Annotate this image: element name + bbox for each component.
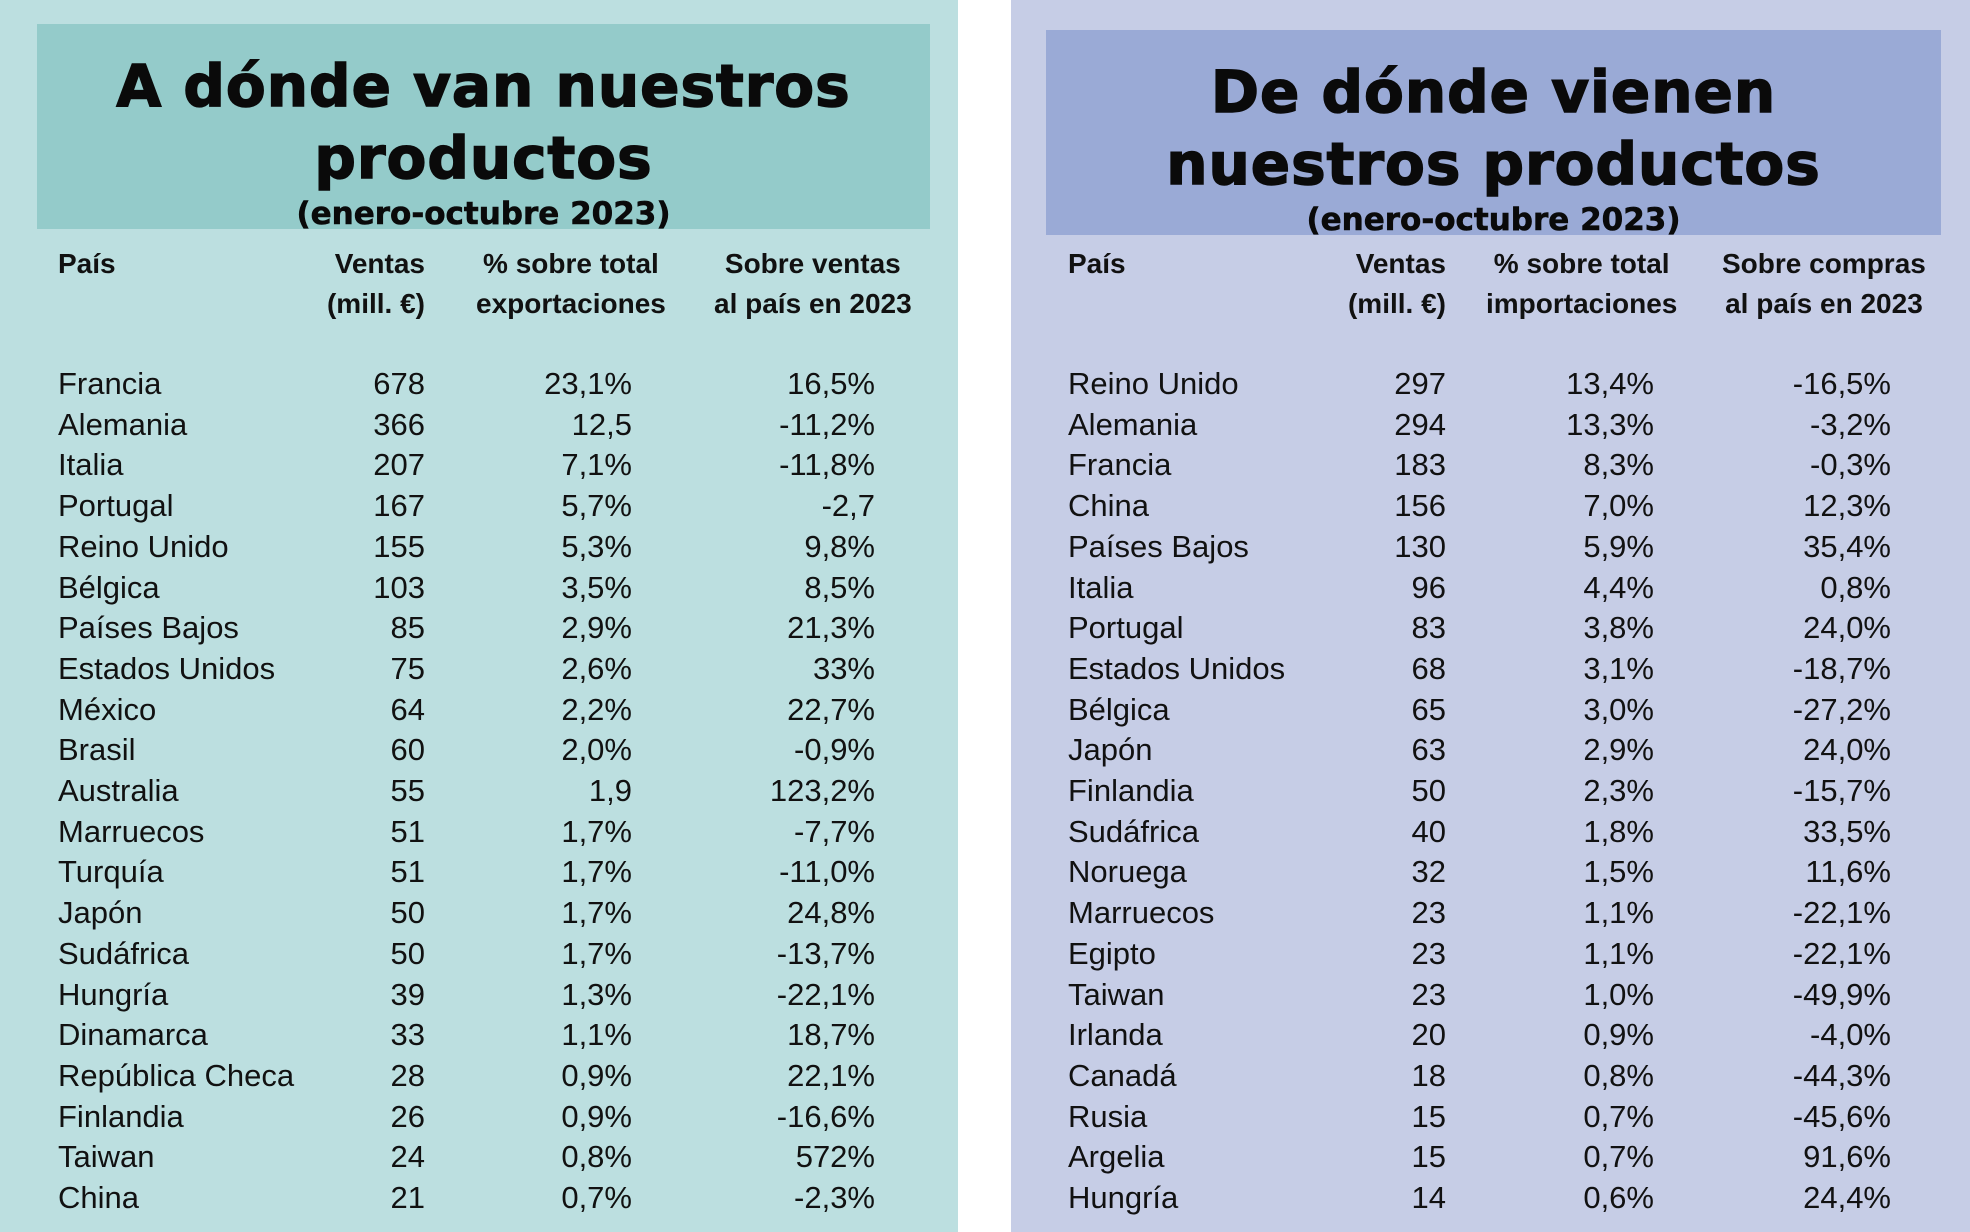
imports-change-cell: 33,5% [1803,813,1891,849]
imports-share-cell: 3,8% [1583,610,1654,646]
exports-header-share-line1: % sobre total [483,248,659,279]
exports-change-cell: -2,3% [794,1180,875,1215]
imports-title [1046,56,1941,200]
imports-header-change-line1: Sobre compras [1722,248,1926,279]
imports-table-row [1011,852,1970,893]
exports-country-cell: Bélgica [58,569,160,605]
imports-country-cell: Argelia [1068,1139,1165,1175]
exports-value-cell: 33 [390,1017,425,1053]
exports-share-cell: 0,9% [561,1057,632,1093]
imports-share-cell: 0,9% [1583,1017,1654,1053]
imports-share-cell: 1,0% [1583,976,1654,1012]
imports-share-cell: 1,1% [1583,895,1654,931]
imports-change-cell: 35,4% [1803,528,1891,564]
exports-value-cell: 167 [373,488,425,524]
exports-share-cell: 1,7% [561,935,632,971]
exports-value-cell: 60 [390,732,425,768]
imports-title-line2: nuestros productos [1166,130,1821,198]
exports-value-cell: 51 [390,854,425,890]
imports-country-cell: Canadá [1068,1057,1177,1093]
imports-share-cell: 13,4% [1566,366,1654,401]
imports-country-cell: Finlandia [1068,773,1194,808]
imports-change-cell: 12,3% [1803,488,1891,524]
exports-value-cell: 55 [390,773,425,808]
exports-change-cell: -0,9% [794,732,875,768]
exports-change-cell: 16,5% [787,366,875,401]
imports-value-cell: 50 [1411,773,1446,808]
exports-country-cell: Sudáfrica [58,935,189,971]
exports-change-cell: 22,1% [787,1057,875,1093]
exports-share-cell: 0,7% [561,1180,632,1215]
exports-title-line1: A dónde van nuestros [116,52,851,120]
exports-change-cell: 8,5% [804,569,875,605]
imports-share-cell: 7,0% [1583,488,1654,524]
imports-value-cell: 20 [1411,1017,1446,1053]
imports-table-row [1011,730,1970,771]
exports-change-cell: 22,7% [787,691,875,727]
exports-country-cell: Reino Unido [58,528,229,564]
exports-value-cell: 64 [390,691,425,727]
exports-change-cell: -7,7% [794,813,875,849]
exports-change-cell: -16,6% [776,1098,875,1134]
imports-value-cell: 15 [1411,1139,1446,1175]
exports-change-cell: -22,1% [776,976,875,1012]
imports-title-banner [1046,30,1941,238]
exports-table-row [0,730,958,771]
imports-value-cell: 23 [1411,976,1446,1012]
imports-header-change-line2: al país en 2023 [1725,288,1923,319]
imports-title-line1: De dónde vienen [1210,58,1777,126]
imports-value-cell: 65 [1411,691,1446,727]
exports-table-row [0,364,958,405]
exports-share-cell: 1,9 [588,773,632,808]
imports-table-row [1011,934,1970,975]
exports-value-cell: 26 [390,1098,425,1134]
imports-value-cell: 130 [1394,528,1446,564]
imports-share-cell: 0,8% [1583,1057,1654,1093]
exports-table-row [0,690,958,731]
exports-table-row [0,1097,958,1138]
exports-share-cell: 0,9% [561,1098,632,1134]
exports-share-cell: 0,8% [561,1139,632,1175]
imports-share-cell: 2,3% [1583,773,1654,808]
imports-change-cell: -27,2% [1792,691,1891,727]
imports-table-row [1011,975,1970,1016]
imports-table-row [1011,649,1970,690]
imports-change-cell: 24,4% [1803,1180,1891,1215]
exports-table-row [0,527,958,568]
exports-value-cell: 39 [390,976,425,1012]
exports-country-cell: Turquía [58,854,164,890]
imports-change-cell: -0,3% [1810,447,1891,483]
exports-country-cell: Italia [58,447,124,483]
exports-share-cell: 2,9% [561,610,632,646]
exports-change-cell: -11,2% [779,406,875,442]
exports-value-cell: 155 [373,528,425,564]
exports-table-row [0,1015,958,1056]
exports-table-row [0,934,958,975]
exports-change-cell: -11,8% [779,447,875,483]
exports-header-change-line1: Sobre ventas [724,248,901,279]
exports-change-cell: 18,7% [787,1017,875,1053]
exports-panel [0,0,958,1232]
exports-value-cell: 75 [390,650,425,686]
imports-value-cell: 68 [1411,650,1446,686]
imports-change-cell: 24,0% [1803,610,1891,646]
imports-subtitle: (enero-octubre 2023) [1306,202,1681,238]
exports-change-cell: 9,8% [804,528,875,564]
exports-country-cell: Estados Unidos [58,650,276,686]
exports-value-cell: 366 [373,406,425,442]
imports-change-cell: -22,1% [1792,935,1891,971]
imports-share-cell: 0,7% [1583,1098,1654,1134]
exports-share-cell: 1,1% [561,1017,632,1053]
exports-country-cell: Países Bajos [58,610,239,646]
exports-country-cell: Alemania [58,406,188,442]
exports-value-cell: 28 [390,1057,425,1093]
exports-country-cell: Taiwan [58,1139,155,1175]
imports-table-row [1011,1097,1970,1138]
exports-table-row [0,405,958,446]
exports-change-cell: 33% [812,650,875,686]
imports-country-cell: China [1068,488,1149,524]
imports-table-row [1011,486,1970,527]
exports-value-cell: 24 [390,1139,425,1175]
imports-table-row [1011,405,1970,446]
imports-share-cell: 3,0% [1583,691,1654,727]
exports-header-sales-line1: Ventas [334,248,425,279]
exports-share-cell: 1,7% [561,895,632,931]
exports-header-change [714,244,912,324]
exports-value-cell: 207 [373,447,425,483]
imports-value-cell: 15 [1411,1098,1446,1134]
exports-table-row [0,568,958,609]
imports-country-cell: Sudáfrica [1068,813,1199,849]
exports-share-cell: 2,0% [561,732,632,768]
exports-table-row [0,975,958,1016]
exports-change-cell: 123,2% [769,773,875,808]
imports-header-share-line1: % sobre total [1493,248,1670,279]
imports-table-row [1011,1137,1970,1178]
exports-country-cell: China [58,1180,139,1215]
imports-table-row [1011,893,1970,934]
exports-share-cell: 12,5 [571,406,632,442]
imports-value-cell: 23 [1411,935,1446,971]
exports-table-row [0,486,958,527]
imports-country-cell: Portugal [1068,610,1184,646]
imports-share-cell: 1,8% [1583,813,1654,849]
imports-value-cell: 14 [1411,1180,1446,1215]
exports-value-cell: 50 [390,895,425,931]
imports-value-cell: 156 [1394,488,1446,524]
imports-change-cell: -15,7% [1792,773,1891,808]
imports-share-cell: 4,4% [1583,569,1654,605]
exports-country-cell: Japón [58,895,143,931]
imports-table-row [1011,1015,1970,1056]
imports-header-sales-line2: (mill. €) [1347,288,1446,319]
exports-share-cell: 1,7% [561,854,632,890]
exports-header-sales [327,244,425,324]
imports-value-cell: 83 [1411,610,1446,646]
exports-table-row [0,1056,958,1097]
imports-value-cell: 294 [1394,406,1446,442]
exports-share-cell: 3,5% [561,569,632,605]
imports-share-cell: 2,9% [1583,732,1654,768]
exports-country-cell: Finlandia [58,1098,184,1134]
exports-header-share [476,244,666,324]
exports-header-sales-line2: (mill. €) [326,288,425,319]
exports-share-cell: 2,2% [561,691,632,727]
imports-change-cell: -45,6% [1792,1098,1891,1134]
exports-country-cell: Portugal [58,488,174,524]
exports-change-cell: 21,3% [787,610,875,646]
imports-country-cell: Egipto [1068,935,1156,971]
imports-table-row [1011,608,1970,649]
imports-value-cell: 18 [1411,1057,1446,1093]
imports-header-country-text: País [1068,248,1126,279]
exports-country-cell: Dinamarca [58,1017,208,1053]
imports-change-cell: -4,0% [1810,1017,1891,1053]
exports-header-share-line2: exportaciones [476,288,666,319]
exports-title-banner [37,24,930,232]
imports-country-cell: Francia [1068,447,1172,483]
exports-table-row [0,445,958,486]
imports-change-cell: 11,6% [1805,854,1891,890]
exports-share-cell: 5,3% [561,528,632,564]
imports-change-cell: -16,5% [1792,366,1891,401]
exports-change-cell: 24,8% [787,895,875,931]
imports-country-cell: Taiwan [1068,976,1165,1012]
exports-table-row [0,1178,958,1219]
imports-change-cell: 0,8% [1820,569,1891,605]
exports-table-row [0,893,958,934]
imports-share-cell: 0,6% [1583,1180,1654,1215]
imports-country-cell: Bélgica [1068,691,1170,727]
exports-value-cell: 51 [390,813,425,849]
exports-value-cell: 678 [373,366,425,401]
imports-header-sales-line1: Ventas [1355,248,1446,279]
exports-table-row [0,852,958,893]
exports-value-cell: 103 [373,569,425,605]
imports-header-share-line2: importaciones [1486,288,1678,319]
exports-country-cell: Francia [58,366,162,401]
imports-table-row [1011,1178,1970,1219]
exports-share-cell: 1,7% [561,813,632,849]
imports-country-cell: Estados Unidos [1068,650,1286,686]
imports-value-cell: 63 [1411,732,1446,768]
imports-header-country [1068,244,1126,284]
imports-table-row [1011,1056,1970,1097]
exports-value-cell: 50 [390,935,425,971]
imports-country-cell: Japón [1068,732,1153,768]
imports-table-row [1011,445,1970,486]
exports-change-cell: -13,7% [776,935,875,971]
exports-table-row [0,608,958,649]
exports-header-change-line2: al país en 2023 [714,288,912,319]
exports-table-row [0,771,958,812]
imports-share-cell: 0,7% [1583,1139,1654,1175]
imports-change-cell: -44,3% [1792,1057,1891,1093]
imports-value-cell: 183 [1394,447,1446,483]
imports-country-cell: Irlanda [1068,1017,1163,1053]
exports-country-cell: Marruecos [58,813,205,849]
imports-country-cell: Rusia [1068,1098,1148,1134]
imports-value-cell: 40 [1411,813,1446,849]
imports-table-row [1011,527,1970,568]
imports-table-row [1011,690,1970,731]
exports-share-cell: 5,7% [561,488,632,524]
exports-change-cell: 572% [795,1139,875,1175]
imports-share-cell: 5,9% [1583,528,1654,564]
imports-change-cell: -3,2% [1810,406,1891,442]
exports-subtitle: (enero-octubre 2023) [296,196,671,232]
exports-table-row [0,649,958,690]
imports-header-sales [1348,244,1446,324]
imports-country-cell: Alemania [1068,406,1198,442]
exports-title [37,50,930,194]
imports-change-cell: 91,6% [1803,1139,1891,1175]
imports-country-cell: Noruega [1068,854,1187,890]
exports-country-cell: Brasil [58,732,136,768]
imports-header-change [1722,244,1926,324]
exports-table-row [0,812,958,853]
exports-country-cell: México [58,691,157,727]
imports-table-row [1011,771,1970,812]
imports-change-cell: -18,7% [1792,650,1891,686]
exports-country-cell: Hungría [58,976,169,1012]
imports-table-row [1011,568,1970,609]
imports-table-row [1011,364,1970,405]
imports-country-cell: Marruecos [1068,895,1215,931]
exports-share-cell: 23,1% [544,366,632,401]
exports-change-cell: -2,7 [821,488,875,524]
imports-share-cell: 3,1% [1583,650,1654,686]
imports-country-cell: Italia [1068,569,1134,605]
exports-share-cell: 2,6% [561,650,632,686]
imports-country-cell: Reino Unido [1068,366,1239,401]
imports-value-cell: 297 [1394,366,1446,401]
exports-country-cell: República Checa [58,1057,295,1093]
imports-table-row [1011,812,1970,853]
imports-header-share [1486,244,1677,324]
imports-change-cell: -49,9% [1792,976,1891,1012]
imports-country-cell: Hungría [1068,1180,1179,1215]
imports-value-cell: 32 [1411,854,1446,890]
exports-header-country [58,244,116,284]
imports-share-cell: 8,3% [1583,447,1654,483]
exports-title-line2: productos [314,124,653,192]
imports-change-cell: 24,0% [1803,732,1891,768]
imports-share-cell: 1,1% [1583,935,1654,971]
exports-header-country-text: País [58,248,116,279]
exports-value-cell: 21 [390,1180,425,1215]
imports-share-cell: 1,5% [1583,854,1654,890]
imports-change-cell: -22,1% [1792,895,1891,931]
imports-country-cell: Países Bajos [1068,528,1249,564]
exports-value-cell: 85 [390,610,425,646]
exports-change-cell: -11,0% [779,854,875,890]
imports-panel [1011,0,1970,1232]
imports-share-cell: 13,3% [1566,406,1654,442]
exports-share-cell: 7,1% [561,447,632,483]
exports-country-cell: Australia [58,773,179,808]
imports-value-cell: 23 [1411,895,1446,931]
exports-share-cell: 1,3% [561,976,632,1012]
imports-value-cell: 96 [1411,569,1446,605]
exports-table-row [0,1137,958,1178]
